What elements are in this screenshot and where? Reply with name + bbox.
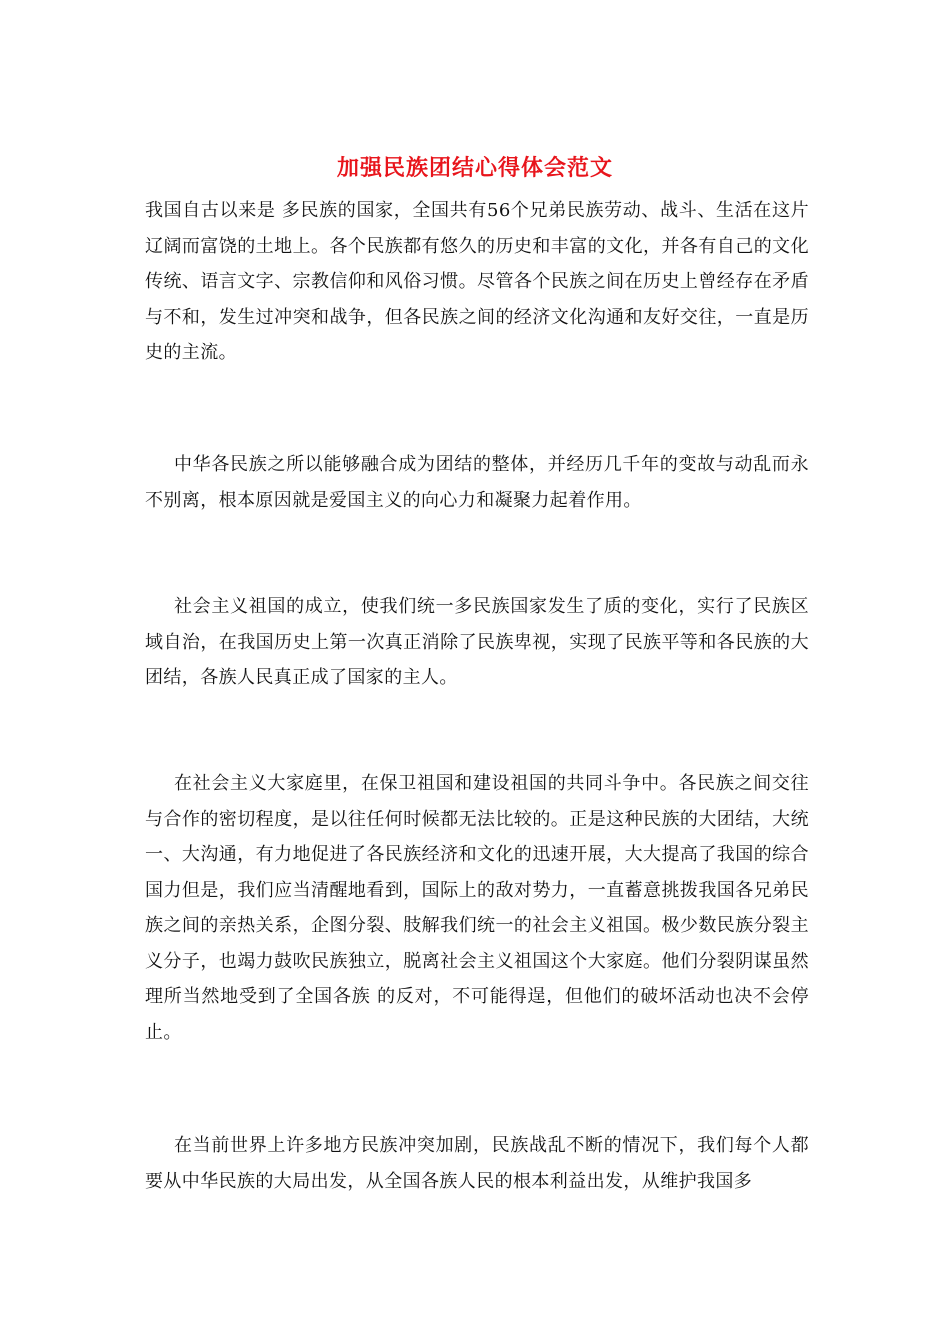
paragraph-2: 中华各民族之所以能够融合成为团结的整体，并经历几千年的变故与动乱而永不别离，根本原因就是爱国主义的向心力和凝聚力起着作用。	[145, 454, 809, 511]
paragraph-1: 我国自古以来是 多民族的国家，全国共有56个兄弟民族劳动、战斗、生活在这片辽阔而富饶的土地上。各个民族都有悠久的历史和丰富的文化，并各有自己的文化传统、语言文字、宗教信仰和风俗习惯。尽管各个民族之间在历史上曾经存在矛盾与不和，发生过冲突和战争，但各民族之间的经济文化沟通和友好交往，一直是历史的主流。	[145, 200, 809, 363]
paragraph-5: 在当前世界上许多地方民族冲突加剧，民族战乱不断的情况下，我们每个人都要从中华民族的大局出发，从全国各族人民的根本利益出发，从维护我国多	[145, 1135, 809, 1192]
paragraph-3: 社会主义祖国的成立，使我们统一多民族国家发生了质的变化，实行了民族区域自治，在我国历史上第一次真正消除了民族卑视，实现了民族平等和各民族的大团结，各族人民真正成了国家的主人。	[145, 596, 809, 688]
paragraph-4: 在社会主义大家庭里，在保卫祖国和建设祖国的共同斗争中。各民族之间交往与合作的密切程度，是以往任何时候都无法比较的。正是这种民族的大团结，大统一、大沟通，有力地促进了各民族经济和文化的迅速开展，大大提高了我国的综合国力但是，我们应当清醒地看到，国际上的敌对势力，一直蓄意挑拨我国各兄弟民族之间的亲热关系，企图分裂、肢解我们统一的社会主义祖国。极少数民族分裂主义分子，也竭力鼓吹民族独立，脱离社会主义祖国这个大家庭。他们分裂阴谋虽然理所当然地受到了全国各族 的反对，不可能得逞，但他们的破坏活动也决不会停止。	[145, 773, 809, 1043]
document-title: 加强民族团结心得体会范文	[336, 155, 613, 181]
